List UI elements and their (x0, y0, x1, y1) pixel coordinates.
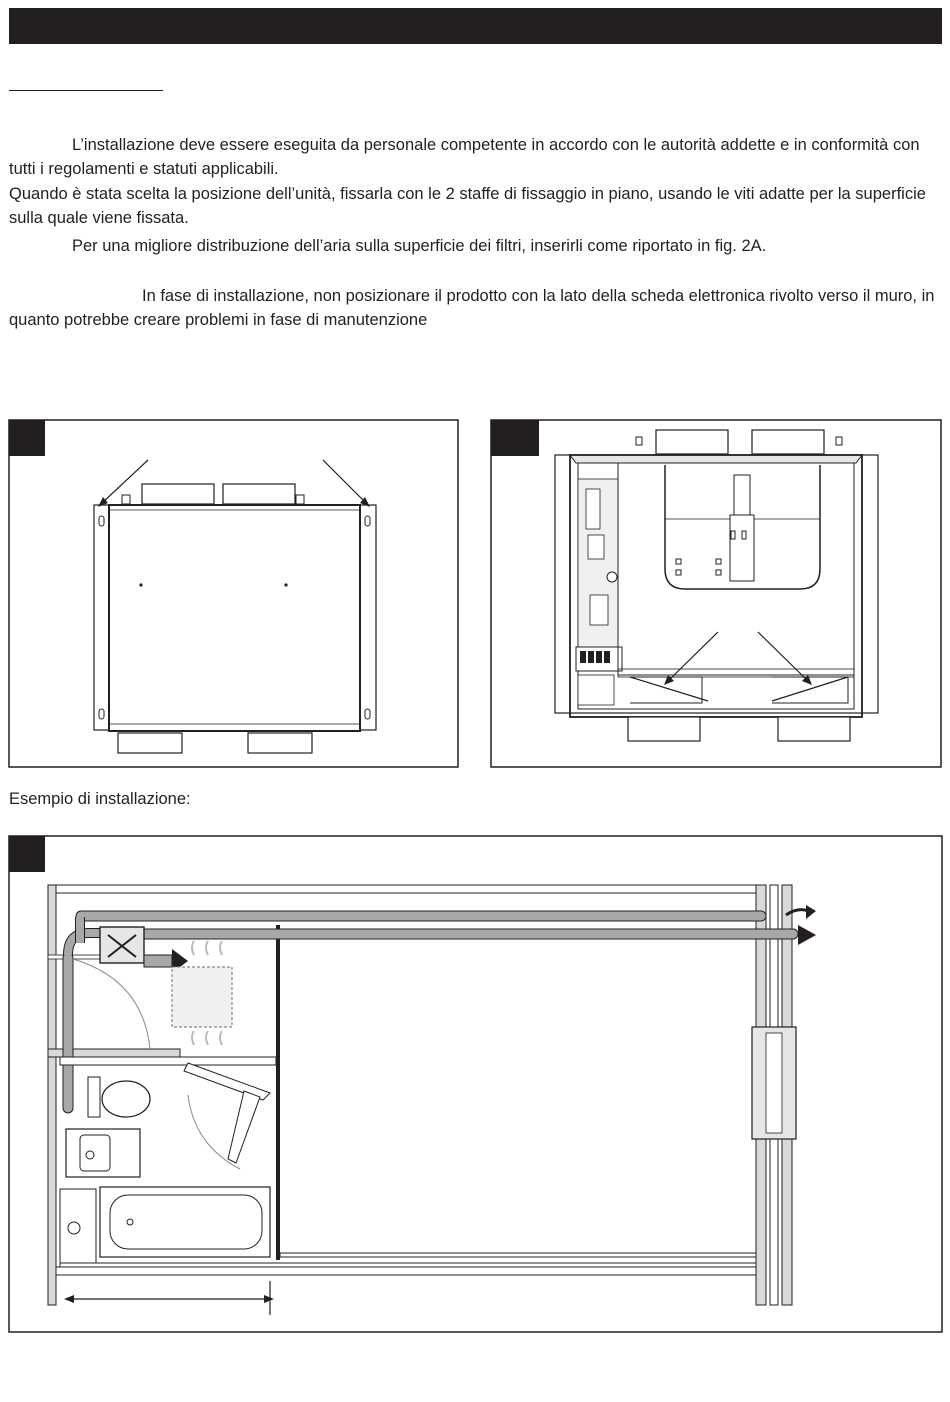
paragraph-filter-insertion: Per una migliore distribuzione dell’aria sulla superficie dei filtri, inserirli come riportato in fig. 2A. (72, 237, 767, 255)
paragraph-installation-personnel: L’installazione deve essere eseguita da personale competente in accordo con le autorità addette e in conformità con tutti i regolamenti e statuti applicabili. (9, 136, 920, 178)
paragraph-warning-electronic-board: In fase di installazione, non posizionare il prodotto con la lato della scheda elettronica rivolto verso il muro, in quanto potrebbe creare problemi in fase di manutenzione (9, 287, 935, 329)
unit-brackets-drawing (8, 419, 460, 769)
figure-label-box (9, 836, 45, 872)
left-bracket (94, 505, 110, 730)
figure-installation-plan (8, 835, 944, 1334)
paragraph-fixing-brackets: Quando è stata scelta la posizione dell’unità, fissarla con le 2 staffe di fissaggio in piano, usando le viti adatte per la superficie sulla quale viene fissata. (9, 185, 926, 227)
unit-body (109, 505, 360, 731)
installation-plan-drawing (8, 835, 944, 1334)
figure-label-box (9, 420, 45, 456)
section-title-rule (9, 90, 163, 91)
figure-label-box (491, 420, 539, 456)
right-bracket (360, 505, 376, 730)
figure-unit-brackets (8, 419, 460, 769)
unit-interior-drawing (490, 419, 943, 769)
figure-unit-interior-filters (490, 419, 943, 769)
installation-example-caption: Esempio di installazione: (9, 790, 191, 808)
header-bar (9, 8, 942, 44)
